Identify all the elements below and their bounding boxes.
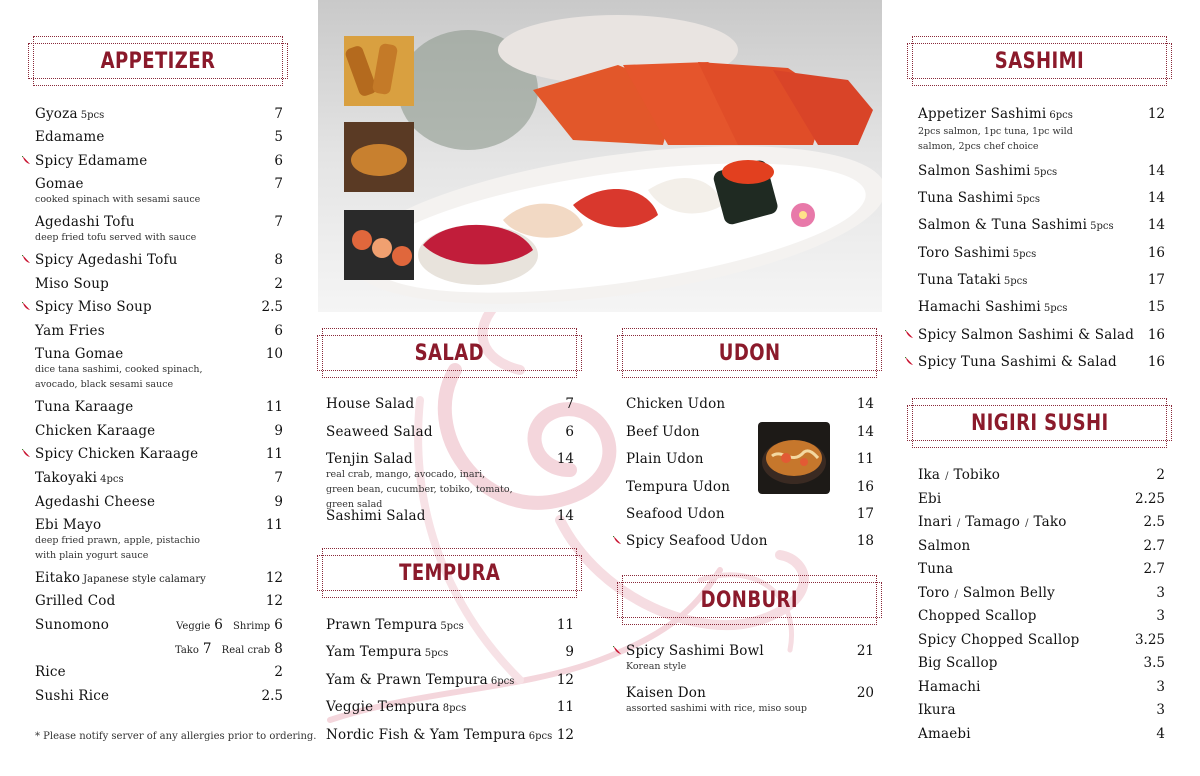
menu-item xyxy=(35,399,283,415)
item-price: 4 xyxy=(1156,726,1165,742)
item-name: Tobiko xyxy=(953,467,1001,483)
item-price: 14 xyxy=(556,508,574,524)
menu-item xyxy=(918,190,1165,208)
sushi-platter-image xyxy=(318,0,882,312)
item-name: Seaweed Salad xyxy=(326,424,433,440)
item-name: Spicy Salmon Sashimi & Salad xyxy=(918,327,1135,343)
item-size: 5pcs xyxy=(1090,221,1114,232)
allergy-note: * Please notify server of any allergies prior to ordering. xyxy=(35,731,317,742)
menu-item xyxy=(326,672,574,690)
item-name: Chicken Udon xyxy=(626,396,726,412)
menu-item xyxy=(35,664,283,680)
item-name: Yam Fries xyxy=(35,323,105,339)
menu-item xyxy=(326,727,574,745)
item-price: 14 xyxy=(1147,163,1165,179)
item-price: 14 xyxy=(856,424,874,440)
menu-item xyxy=(918,327,1165,343)
item-size: Japanese style calamary xyxy=(83,574,206,585)
item-name: Nordic Fish & Yam Tempura xyxy=(326,727,526,743)
item-name: Salmon Sashimi xyxy=(918,163,1031,179)
item-price: 16 xyxy=(1147,327,1165,343)
item-size: 5pcs xyxy=(1043,303,1068,314)
menu-item xyxy=(35,129,283,145)
chili-pepper-icon xyxy=(22,302,31,311)
menu-item xyxy=(35,593,283,609)
item-price: 7 xyxy=(565,396,574,412)
item-price: 3 xyxy=(1156,608,1165,624)
option-label: Shrimp xyxy=(233,621,271,632)
item-price: 7 xyxy=(274,470,283,486)
menu-item xyxy=(626,424,874,440)
item-name: Gyoza xyxy=(35,106,78,122)
menu-item xyxy=(35,153,283,169)
item-name: Toro xyxy=(918,585,950,601)
menu-item xyxy=(918,608,1165,624)
item-price: 12 xyxy=(265,570,283,586)
item-price: 7 xyxy=(274,176,283,192)
item-price: 5 xyxy=(274,129,283,145)
tempura-title-box xyxy=(322,548,577,598)
item-price: 16 xyxy=(856,479,874,495)
chili-pepper-icon xyxy=(613,646,622,655)
salad-title: SALAD xyxy=(414,340,485,366)
item-price: 2.5 xyxy=(261,688,283,704)
item-price: 3 xyxy=(1156,679,1165,695)
item-name: Takoyaki xyxy=(35,470,98,486)
item-price: 16 xyxy=(1147,245,1165,261)
item-size: 5pcs xyxy=(440,621,464,632)
menu-item xyxy=(918,354,1165,370)
menu-item xyxy=(35,517,283,563)
menu-item xyxy=(35,470,283,488)
item-size: 5pcs xyxy=(1012,249,1037,260)
item-price: 11 xyxy=(265,446,283,462)
menu-item xyxy=(35,494,283,510)
appetizer-title: APPETIZER xyxy=(100,48,216,74)
menu-item xyxy=(918,245,1165,263)
item-price: 17 xyxy=(1147,272,1165,288)
menu-item xyxy=(918,561,1165,577)
item-price: 2.5 xyxy=(1143,514,1165,530)
item-price: 2.7 xyxy=(1143,538,1165,554)
item-price: 3 xyxy=(1156,585,1165,601)
menu-item xyxy=(35,688,283,704)
chili-pepper-icon xyxy=(22,255,31,264)
menu-item xyxy=(626,451,874,467)
item-price: 10 xyxy=(265,346,283,362)
item-price: 3.5 xyxy=(1143,655,1165,671)
item-price: 7 xyxy=(274,214,283,230)
item-name: Agedashi Tofu xyxy=(35,214,135,230)
item-name: Grilled Cod xyxy=(35,593,116,609)
chili-pepper-icon xyxy=(22,449,31,458)
item-name: Spicy Edamame xyxy=(35,153,148,169)
menu-item xyxy=(918,299,1165,317)
option-price: 8 xyxy=(274,641,283,657)
item-size: 5pcs xyxy=(80,110,105,121)
menu-item xyxy=(35,106,283,124)
option-label: Veggie xyxy=(176,621,211,632)
item-price: 8 xyxy=(274,252,283,268)
item-price: 9 xyxy=(274,423,283,439)
item-price: 2 xyxy=(274,276,283,292)
item-name: Spicy Chopped Scallop xyxy=(918,632,1080,648)
item-price: 3 xyxy=(1156,702,1165,718)
option-price: 6 xyxy=(274,617,283,633)
item-name: Tuna Tataki xyxy=(918,272,1001,288)
item-name: Spicy Sashimi Bowl xyxy=(626,643,764,659)
item-price: 9 xyxy=(274,494,283,510)
item-name: House Salad xyxy=(326,396,415,412)
item-size: 4pcs xyxy=(100,474,124,485)
item-price: 6 xyxy=(274,153,283,169)
item-name: Agedashi Cheese xyxy=(35,494,156,510)
menu-item xyxy=(35,276,283,292)
item-description: assorted sashimi with rice, miso soup xyxy=(626,703,807,714)
item-description: deep fried tofu served with sauce xyxy=(35,232,197,243)
item-price: 12 xyxy=(265,593,283,609)
menu-item xyxy=(326,451,574,512)
menu-item xyxy=(35,446,283,462)
menu-item xyxy=(918,163,1165,181)
menu-item xyxy=(326,644,574,662)
item-name: Toro Sashimi xyxy=(918,245,1010,261)
item-name: Spicy Agedashi Tofu xyxy=(35,252,178,268)
item-price: 7 xyxy=(274,106,283,122)
menu-item xyxy=(626,643,874,674)
item-price: 2.25 xyxy=(1134,491,1165,507)
item-name: Edamame xyxy=(35,129,105,145)
option-label: Tako xyxy=(174,645,199,656)
udon-title-box xyxy=(622,328,877,378)
item-name: Yam & Prawn Tempura xyxy=(326,672,488,688)
item-name: Chopped Scallop xyxy=(918,608,1037,624)
item-name: Ika xyxy=(918,467,941,483)
item-price: 12 xyxy=(556,727,574,743)
menu-item xyxy=(326,508,574,524)
item-name: Salmon Belly xyxy=(962,585,1055,601)
item-size: 6pcs xyxy=(1049,110,1073,121)
menu-item xyxy=(918,514,1165,532)
item-description: dice tana sashimi, cooked spinach, avocado, black sesami sauce xyxy=(35,364,203,390)
sunomono-options-row xyxy=(150,641,283,659)
item-name: Hamachi Sashimi xyxy=(918,299,1041,315)
menu-item xyxy=(35,346,283,392)
menu-item xyxy=(35,176,283,207)
option-price: 7 xyxy=(202,641,212,657)
item-size: 6pcs xyxy=(528,731,553,742)
item-price: 2.5 xyxy=(261,299,283,315)
menu-item xyxy=(918,272,1165,290)
menu-item xyxy=(626,533,874,549)
item-price: 6 xyxy=(565,424,574,440)
item-size: 8pcs xyxy=(442,703,467,714)
item-size: 5pcs xyxy=(424,648,449,659)
menu-item xyxy=(626,479,874,495)
item-price: 14 xyxy=(1147,217,1165,233)
item-description: cooked spinach with sesami sauce xyxy=(35,194,201,205)
menu-item xyxy=(35,323,283,339)
menu-item xyxy=(326,617,574,635)
item-description: Korean style xyxy=(626,661,687,672)
item-price: 15 xyxy=(1147,299,1165,315)
menu-item xyxy=(626,685,874,716)
tempura-title: TEMPURA xyxy=(398,560,501,586)
item-name: Spicy Seafood Udon xyxy=(626,533,768,549)
item-price: 14 xyxy=(556,451,574,467)
menu-item xyxy=(918,467,1165,485)
item-size: 6pcs xyxy=(490,676,515,687)
item-price: 16 xyxy=(1147,354,1165,370)
item-name: Spicy Miso Soup xyxy=(35,299,152,315)
separator: / xyxy=(956,518,961,529)
menu-item xyxy=(626,396,874,412)
item-price: 12 xyxy=(556,672,574,688)
item-name: Appetizer Sashimi xyxy=(918,106,1047,122)
menu-item xyxy=(326,424,574,440)
udon-bowl-image xyxy=(758,422,830,494)
menu-item xyxy=(35,423,283,439)
item-name: Tenjin Salad xyxy=(326,451,413,467)
menu-item xyxy=(626,506,874,522)
item-price: 9 xyxy=(565,644,574,660)
separator: / xyxy=(954,589,958,600)
item-price: 14 xyxy=(1147,190,1165,206)
item-size: 5pcs xyxy=(1016,194,1040,205)
item-price: 6 xyxy=(274,323,283,339)
menu-item xyxy=(918,585,1165,603)
item-price: 2.7 xyxy=(1143,561,1165,577)
item-name: Eitako xyxy=(35,570,81,586)
menu-item xyxy=(918,679,1165,695)
nigiri-title: NIGIRI SUSHI xyxy=(970,410,1109,436)
menu-item xyxy=(918,538,1165,554)
item-name: Tuna Gomae xyxy=(35,346,124,362)
item-name: Salmon & Tuna Sashimi xyxy=(918,217,1088,233)
item-name: Tempura Udon xyxy=(626,479,731,495)
donburi-title: DONBURI xyxy=(700,587,799,613)
item-name: Sunomono xyxy=(35,617,110,633)
item-name: Chicken Karaage xyxy=(35,423,156,439)
item-price: 11 xyxy=(556,699,574,715)
menu-item xyxy=(326,396,574,412)
chili-pepper-icon xyxy=(22,156,31,165)
menu-item xyxy=(35,299,283,315)
menu-item xyxy=(35,252,283,268)
sushi-photo xyxy=(318,0,882,312)
item-name: Hamachi xyxy=(918,679,981,695)
menu-item xyxy=(918,726,1165,742)
chili-pepper-icon xyxy=(905,330,914,339)
item-price: 18 xyxy=(856,533,874,549)
separator: / xyxy=(945,471,949,482)
salad-title-box xyxy=(322,328,577,378)
menu-item xyxy=(918,106,1165,154)
item-price: 20 xyxy=(856,685,874,701)
separator: / xyxy=(1025,518,1029,529)
item-name: Tuna Karaage xyxy=(35,399,134,415)
item-name: Gomae xyxy=(35,176,84,192)
menu-item xyxy=(35,570,283,588)
chili-pepper-icon xyxy=(613,536,622,545)
sunomono-options-row xyxy=(150,617,283,635)
item-name: Big Scallop xyxy=(918,655,998,671)
item-name: Tuna xyxy=(918,561,954,577)
item-name: Spicy Tuna Sashimi & Salad xyxy=(918,354,1117,370)
menu-item xyxy=(918,632,1165,648)
item-price: 11 xyxy=(856,451,874,467)
item-name: Salmon xyxy=(918,538,971,554)
item-size: 5pcs xyxy=(1003,276,1028,287)
item-price: 11 xyxy=(265,399,283,415)
item-name: Kaisen Don xyxy=(626,685,707,701)
item-price: 11 xyxy=(265,517,283,533)
option-label: Real crab xyxy=(221,645,271,656)
item-price: 3.25 xyxy=(1134,632,1165,648)
item-name: Beef Udon xyxy=(626,424,700,440)
item-name: Miso Soup xyxy=(35,276,109,292)
item-name: Tuna Sashimi xyxy=(918,190,1014,206)
item-description: 2pcs salmon, 1pc tuna, 1pc wild salmon, 2pcs chef choice xyxy=(918,126,1073,152)
menu-item xyxy=(35,214,283,245)
sashimi-title-box xyxy=(912,36,1167,86)
item-name: Amaebi xyxy=(918,726,971,742)
item-description: deep fried prawn, apple, pistachio with plain yogurt sauce xyxy=(35,535,201,561)
option-price: 6 xyxy=(214,617,224,633)
item-name: Tamago xyxy=(965,514,1021,530)
menu-item xyxy=(918,491,1165,507)
item-name: Rice xyxy=(35,664,66,680)
item-name: Seafood Udon xyxy=(626,506,725,522)
item-name: Prawn Tempura xyxy=(326,617,438,633)
appetizer-title-box xyxy=(33,36,283,86)
nigiri-title-box xyxy=(912,398,1167,448)
item-size: 5pcs xyxy=(1033,167,1058,178)
item-price: 11 xyxy=(556,617,574,633)
item-price: 17 xyxy=(856,506,874,522)
menu-item xyxy=(326,699,574,717)
menu-item xyxy=(918,702,1165,718)
item-name: Ebi xyxy=(918,491,942,507)
item-price: 14 xyxy=(856,396,874,412)
item-price: 2 xyxy=(1156,467,1165,483)
item-name: Ikura xyxy=(918,702,956,718)
item-description: real crab, mango, avocado, inari, green bean, cucumber, tobiko, tomato, green salad xyxy=(326,469,513,510)
item-price: 2 xyxy=(274,664,283,680)
item-name: Sashimi Salad xyxy=(326,508,426,524)
item-name: Sushi Rice xyxy=(35,688,110,704)
item-price: 12 xyxy=(1147,106,1165,122)
item-name: Tako xyxy=(1033,514,1067,530)
item-price: 21 xyxy=(856,643,874,659)
item-name: Plain Udon xyxy=(626,451,704,467)
menu-item xyxy=(918,655,1165,671)
donburi-title-box xyxy=(622,575,877,625)
item-name: Inari xyxy=(918,514,952,530)
sashimi-title: SASHIMI xyxy=(994,48,1085,74)
chili-pepper-icon xyxy=(905,357,914,366)
udon-title: UDON xyxy=(718,340,781,366)
item-name: Ebi Mayo xyxy=(35,517,102,533)
item-name: Spicy Chicken Karaage xyxy=(35,446,199,462)
menu-item xyxy=(918,217,1165,235)
item-name: Yam Tempura xyxy=(326,644,422,660)
item-name: Veggie Tempura xyxy=(326,699,440,715)
